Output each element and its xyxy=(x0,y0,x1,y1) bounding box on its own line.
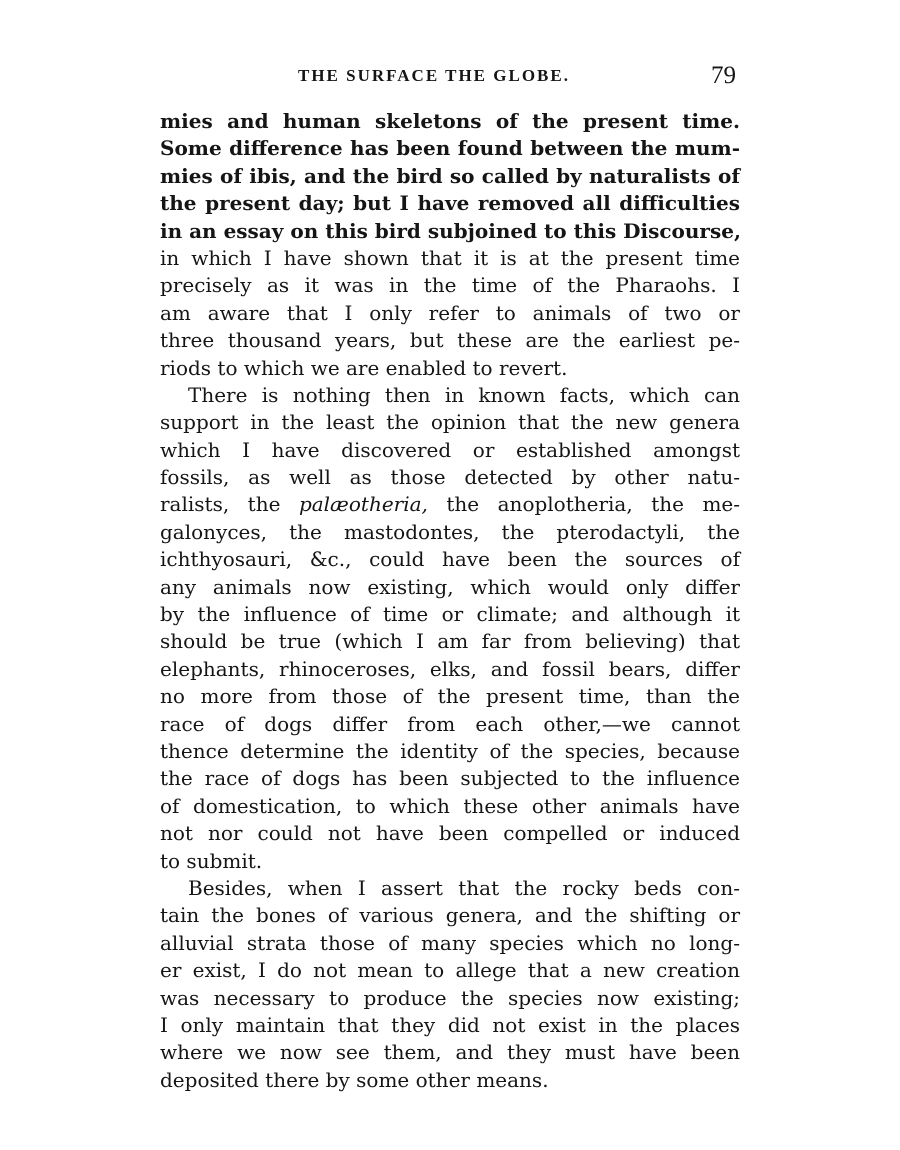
page-number: 79 xyxy=(711,62,736,89)
text-line: which I have discovered or established amongst xyxy=(160,437,740,462)
text-line: am aware that I only refer to animals of two or xyxy=(160,300,740,325)
text-line: race of dogs differ from each other,—we cannot xyxy=(160,711,740,736)
text-fragment: ralists, the xyxy=(160,492,299,517)
text-line: er exist, I do not mean to allege that a new creation xyxy=(160,958,740,983)
text-line: the race of dogs has been subjected to the influence xyxy=(160,766,740,791)
text-line: by the influence of time or climate; and although it xyxy=(160,602,740,627)
text-line: deposited there by some other means. xyxy=(160,1067,549,1092)
text-line: the present day; but I have removed all difficulties xyxy=(160,191,740,216)
text-line: to submit. xyxy=(160,848,263,873)
text-line: tain the bones of various genera, and the shifting or xyxy=(160,903,740,928)
text-line: not nor could not have been compelled or induced xyxy=(160,821,740,846)
running-title: THE SURFACE THE GLOBE. xyxy=(298,66,570,85)
italic-term: palæotheria, xyxy=(298,492,428,517)
text-line: elephants, rhinoceroses, elks, and fossil bears, differ xyxy=(160,656,740,681)
text-line xyxy=(160,491,740,518)
text-line: mies and human skeletons of the present time. xyxy=(160,109,740,133)
text-line: Some difference has been found between the mum- xyxy=(160,136,740,161)
text-line: thence determine the identity of the species, because xyxy=(160,738,740,763)
text-line: fossils, as well as those detected by other natu- xyxy=(160,465,740,490)
body-text xyxy=(160,108,740,1094)
text-fragment: the anoplotheria, the me- xyxy=(427,492,741,517)
text-line: no more from those of the present time, than the xyxy=(160,684,740,709)
text-line: ichthyosauri, &c., could have been the sources of xyxy=(160,547,740,572)
text-line: I only maintain that they did not exist in the places xyxy=(160,1012,740,1037)
text-line: alluvial strata those of many species which no long- xyxy=(160,930,740,955)
running-head xyxy=(160,62,740,94)
text-line: riods to which we are enabled to revert. xyxy=(160,355,568,380)
text-line: support in the least the opinion that the new genera xyxy=(160,410,740,435)
paragraph-start-line: There is nothing then in known facts, which can xyxy=(188,382,740,407)
text-line: galonyces, the mastodontes, the pterodactyli, the xyxy=(160,519,740,544)
text-line: three thousand years, but these are the earliest pe- xyxy=(160,328,740,353)
text-line: mies of ibis, and the bird so called by naturalists of xyxy=(160,163,740,188)
text-line: in an essay on this bird subjoined to this Discourse, xyxy=(160,218,741,243)
text-line: of domestication, to which these other animals have xyxy=(160,793,740,818)
text-line: precisely as it was in the time of the Pharaohs. I xyxy=(160,273,740,298)
text-line: was necessary to produce the species now existing; xyxy=(160,985,740,1010)
text-line: should be true (which I am far from believing) that xyxy=(160,629,740,654)
paragraph-start-line: Besides, when I assert that the rocky beds con- xyxy=(188,875,740,900)
text-line: where we now see them, and they must have been xyxy=(160,1040,740,1065)
text-line: any animals now existing, which would only differ xyxy=(160,574,740,599)
text-line: in which I have shown that it is at the present time xyxy=(160,245,740,270)
